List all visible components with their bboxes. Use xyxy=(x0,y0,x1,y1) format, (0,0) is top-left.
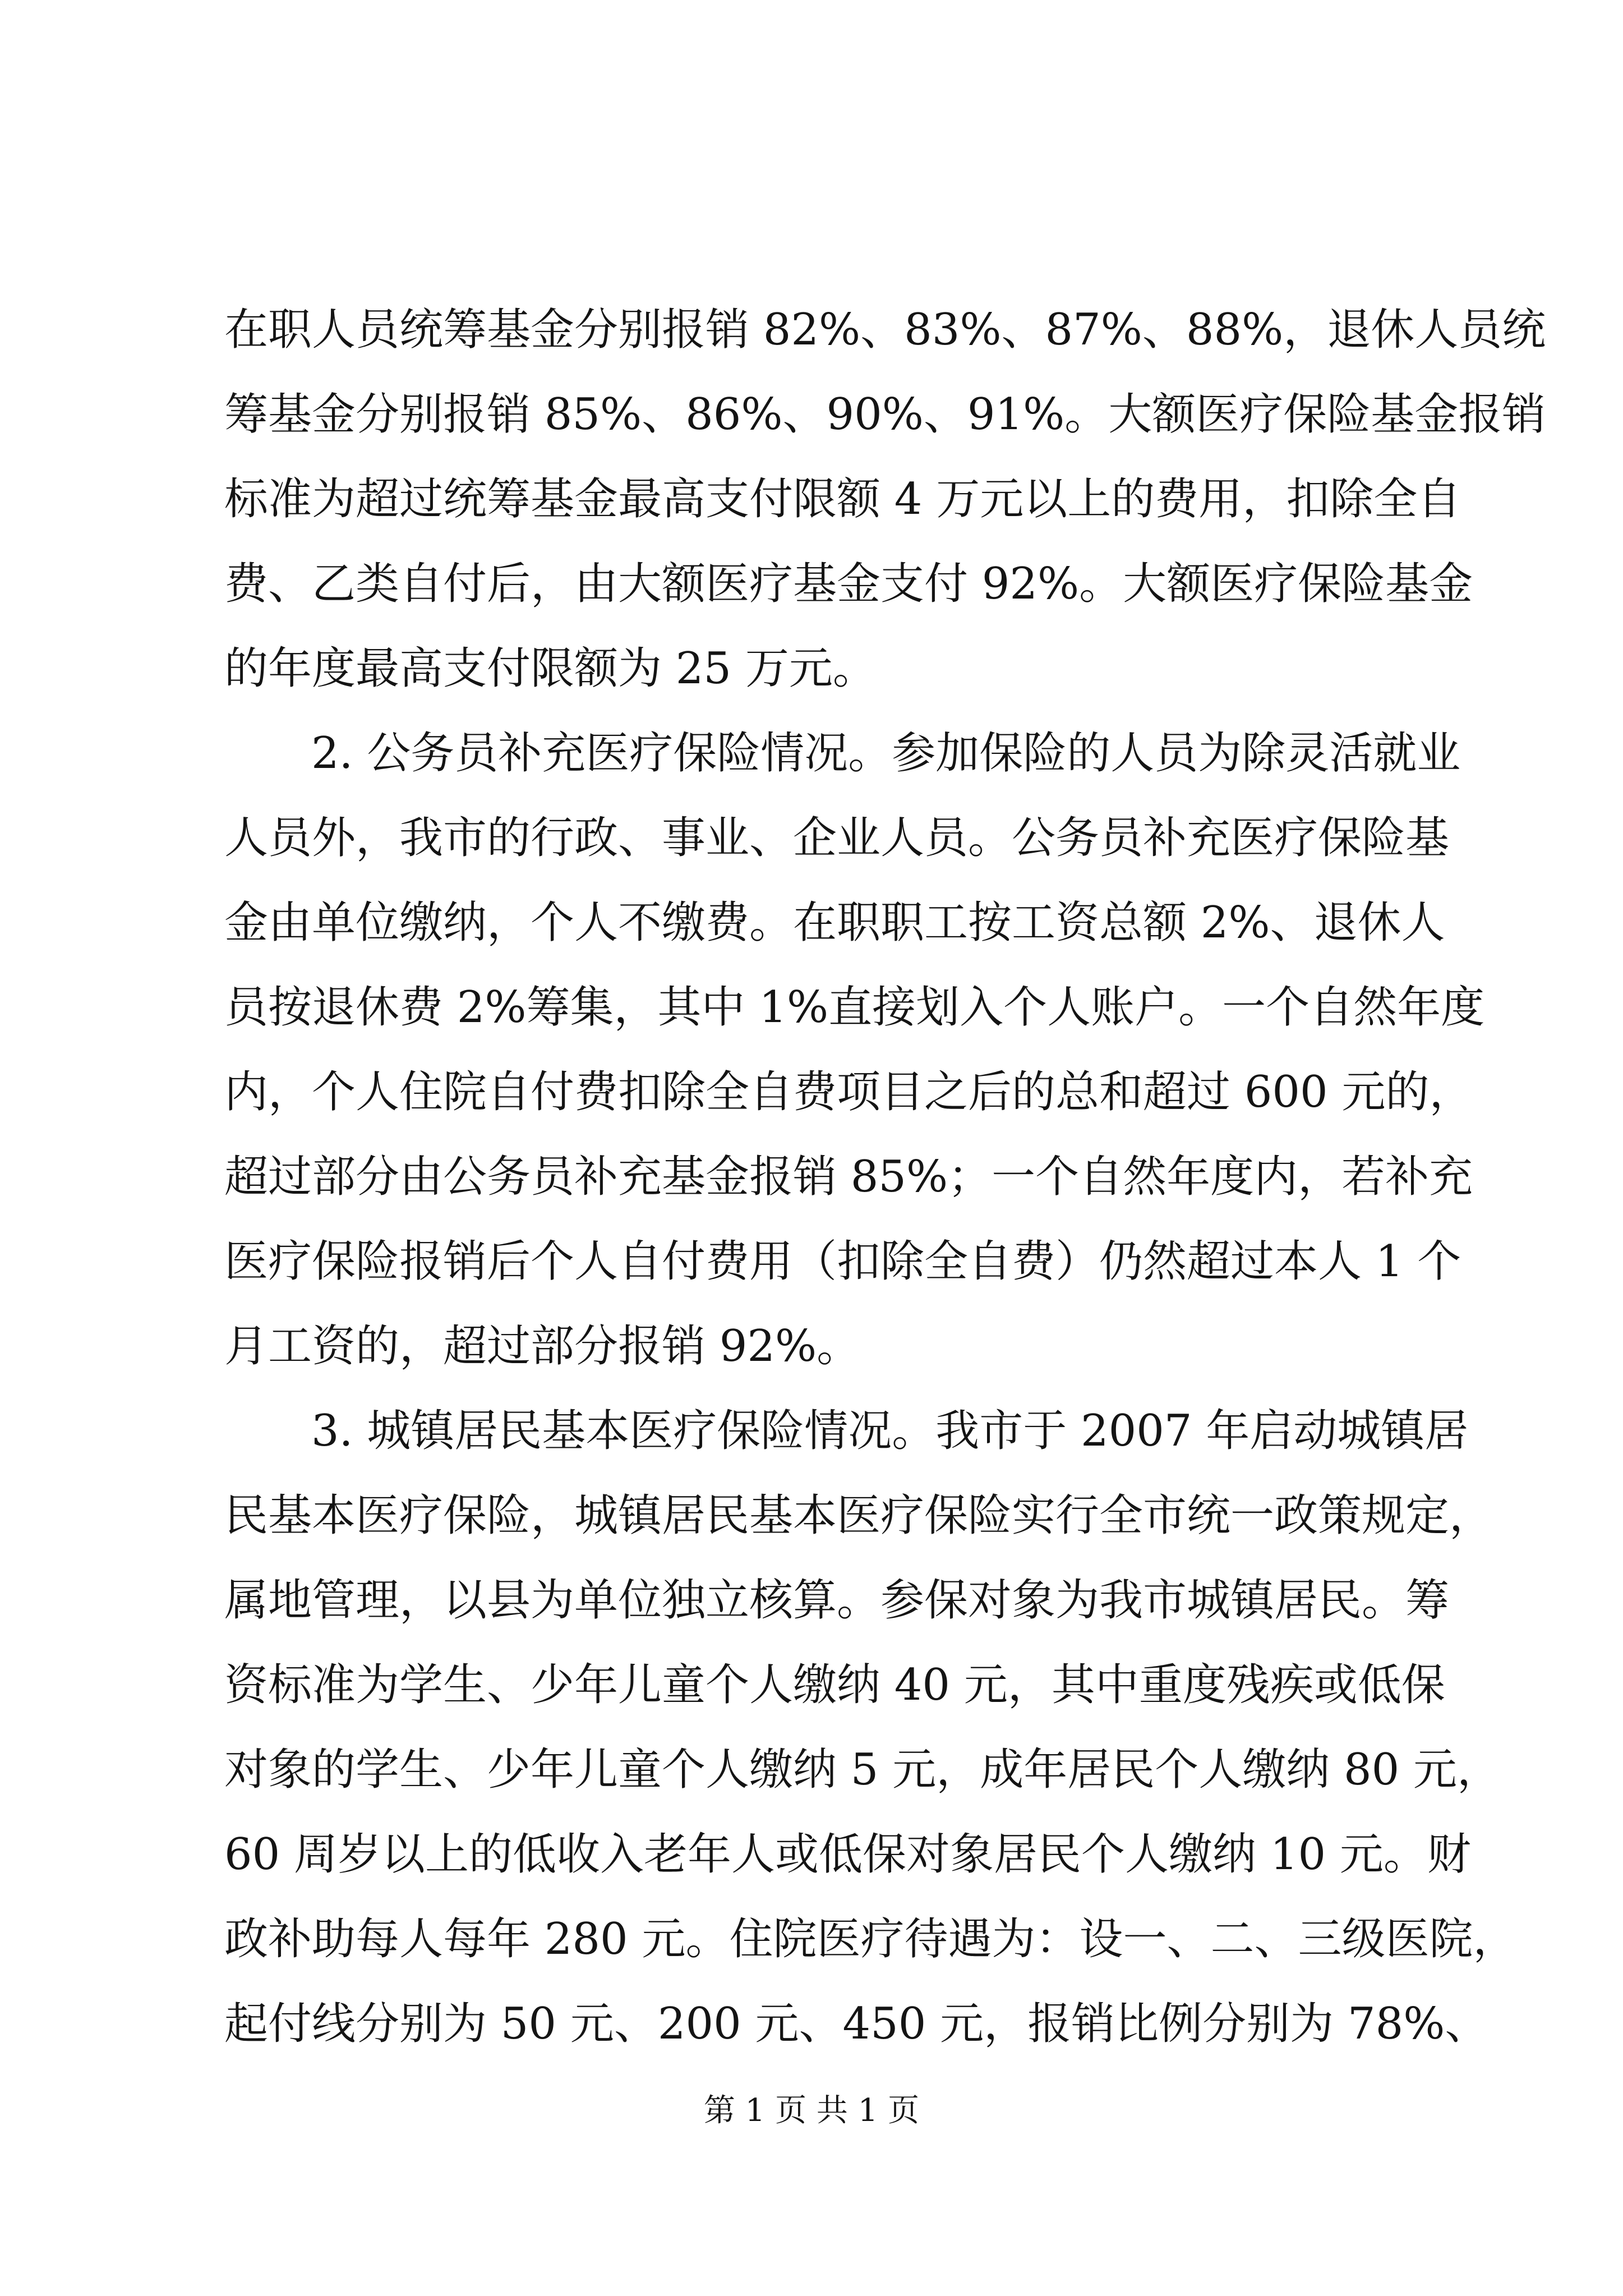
text-line: 民基本医疗保险，城镇居民基本医疗保险实行全市统一政策规定， xyxy=(224,1490,1493,1541)
text-line: 人员外，我市的行政、事业、企业人员。公务员补充医疗保险基 xyxy=(224,813,1450,863)
text-line: 标准为超过统筹基金最高支付限额 4 万元以上的费用，扣除全自 xyxy=(224,474,1461,524)
text-line: 2. 公务员补充医疗保险情况。参加保险的人员为除灵活就业 xyxy=(311,728,1461,779)
text-line: 3. 城镇居民基本医疗保险情况。我市于 2007 年启动城镇居 xyxy=(311,1406,1469,1456)
text-line: 医疗保险报销后个人自付费用（扣除全自费）仍然超过本人 1 个 xyxy=(224,1236,1461,1287)
text-line: 费、乙类自付后，由大额医疗基金支付 92%。大额医疗保险基金 xyxy=(224,559,1473,609)
text-line: 内，个人住院自付费扣除全自费项目之后的总和超过 600 元的， xyxy=(224,1067,1473,1117)
document-body xyxy=(224,288,1546,2067)
text-line: 资标准为学生、少年儿童个人缴纳 40 元，其中重度残疾或低保 xyxy=(224,1660,1445,1710)
text-line: 月工资的，超过部分报销 92%。 xyxy=(224,1321,861,1372)
text-line: 的年度最高支付限额为 25 万元。 xyxy=(224,643,877,694)
text-line: 员按退休费 2%筹集，其中 1%直接划入个人账户。一个自然年度 xyxy=(224,982,1485,1033)
text-line: 金由单位缴纳，个人不缴费。在职职工按工资总额 2%、退休人 xyxy=(224,898,1445,948)
text-line: 对象的学生、少年儿童个人缴纳 5 元，成年居民个人缴纳 80 元， xyxy=(224,1745,1501,1795)
text-line: 起付线分别为 50 元、200 元、450 元，报销比例分别为 78%、 xyxy=(224,1999,1489,2049)
text-line: 属地管理，以县为单位独立核算。参保对象为我市城镇居民。筹 xyxy=(224,1575,1450,1626)
text-line: 60 周岁以上的低收入老年人或低保对象居民个人缴纳 10 元。财 xyxy=(224,1829,1471,1880)
text-line: 在职人员统筹基金分别报销 82%、83%、87%、88%，退休人员统 xyxy=(224,305,1546,355)
text-line: 超过部分由公务员补充基金报销 85%；一个自然年度内，若补充 xyxy=(224,1152,1473,1202)
text-line: 政补助每人每年 280 元。住院医疗待遇为：设一、二、三级医院， xyxy=(224,1914,1517,1964)
page-number: 第 1 页 共 1 页 xyxy=(703,2092,920,2129)
text-line: 筹基金分别报销 85%、86%、90%、91%。大额医疗保险基金报销 xyxy=(224,389,1546,440)
page-footer xyxy=(0,2091,1623,2131)
